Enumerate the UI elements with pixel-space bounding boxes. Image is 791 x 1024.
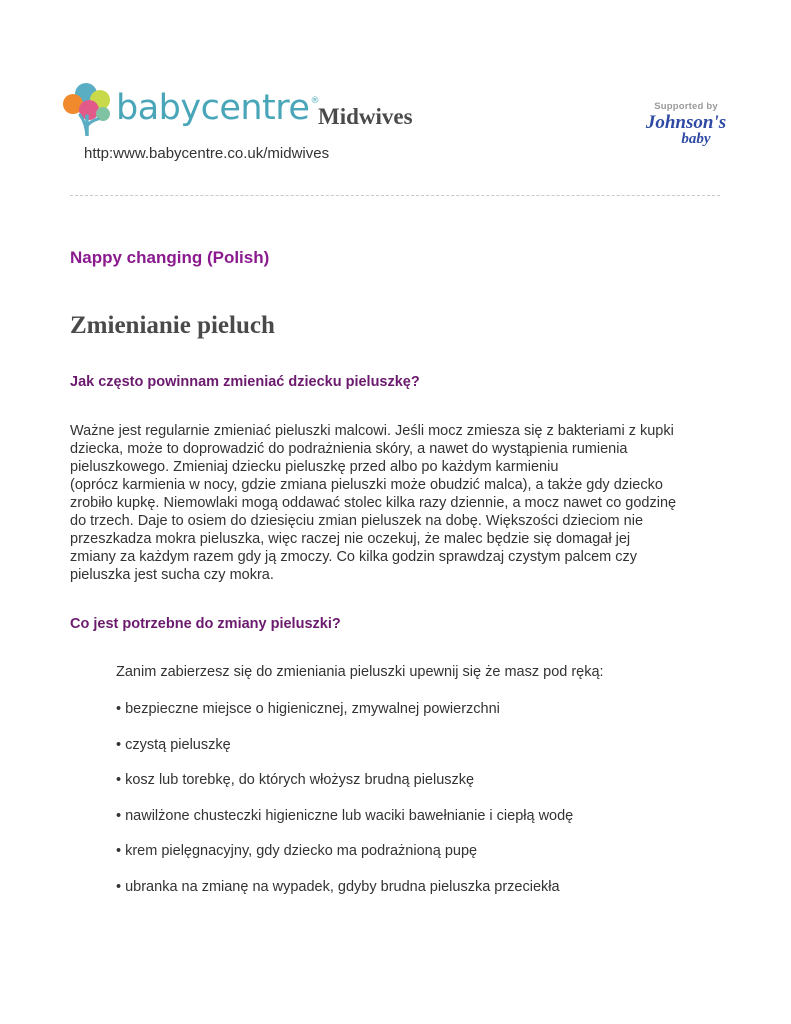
list-item: • krem pielęgnacyjny, gdy dziecko ma podrażnioną pupę — [116, 843, 478, 859]
tree-leaves-icon — [62, 80, 112, 136]
brand-logo — [116, 88, 319, 128]
paragraph-line: dziecka, może to doprowadzić do podrażnienia skóry, a nawet do wystąpienia rumienia — [70, 441, 628, 457]
brand-trademark: ® — [310, 96, 319, 106]
paragraph-line: zmiany za każdym razem gdy ją zmoczy. Co kilka godzin sprawdzaj czystym palcem czy — [70, 549, 638, 565]
list-item: • bezpieczne miejsce o higienicznej, zmywalnej powierzchni — [116, 701, 500, 717]
brand-name: babycentre — [116, 88, 310, 128]
list-item: • ubranka na zmianę na wypadek, gdyby brudna pieluszka przeciekła — [116, 878, 560, 895]
list-item: • kosz lub torebkę, do których włożysz brudną pieluszkę — [116, 772, 475, 788]
list-item: • czystą pieluszkę — [116, 736, 231, 753]
supplies-list — [116, 701, 573, 914]
section-name: Midwives — [318, 104, 413, 129]
paragraph-line: przeszkadza mokra pieluszka, więc raczej nie oczekuj, że malec będzie się domagał jej — [70, 531, 631, 547]
document-label: Nappy changing (Polish) — [70, 248, 270, 267]
section-heading: Co jest potrzebne do zmiany pieluszki? — [70, 616, 341, 632]
list-intro: Zanim zabierzesz się do zmieniania pieluszki upewnij się że masz pod ręką: — [116, 664, 604, 680]
site-url[interactable]: http:www.babycentre.co.uk/midwives — [84, 145, 330, 162]
sponsor-label: Supported by — [654, 101, 718, 112]
page-header — [0, 0, 791, 200]
paragraph-line: zrobiło kupkę. Niemowlaki mogą oddawać stolec kilka razy dziennie, a mocz nawet co godzinę — [70, 495, 677, 511]
sponsor-logo — [628, 101, 744, 157]
sponsor-brand: Johnson's — [645, 112, 727, 133]
section-heading: Jak często powinnam zmieniać dziecku pieluszkę? — [70, 374, 420, 390]
paragraph-line: Ważne jest regularnie zmieniać pieluszki malcowi. Jeśli mocz zmiesza się z bakteriami z kupki — [70, 423, 674, 439]
sponsor-sub: baby — [681, 131, 711, 147]
list-item: • nawilżone chusteczki higieniczne lub waciki bawełnianie i ciepłą wodę — [116, 807, 574, 824]
header-divider — [70, 195, 720, 196]
paragraph-line: do trzech. Daje to osiem do dziesięciu zmian pieluszek na dobę. Większości dzieciom nie — [70, 513, 644, 529]
paragraph-line: pieluszka jest sucha czy mokra. — [70, 567, 274, 583]
paragraph-line: (oprócz karmienia w nocy, gdzie zmiana pieluszki może obudzić malca), a także gdy dziecko — [70, 477, 663, 493]
section-paragraph — [70, 422, 730, 584]
paragraph-line: pieluszkowego. Zmieniaj dziecku pieluszkę przed albo po każdym karmieniu — [70, 459, 559, 475]
page-title: Zmienianie pieluch — [70, 312, 275, 339]
